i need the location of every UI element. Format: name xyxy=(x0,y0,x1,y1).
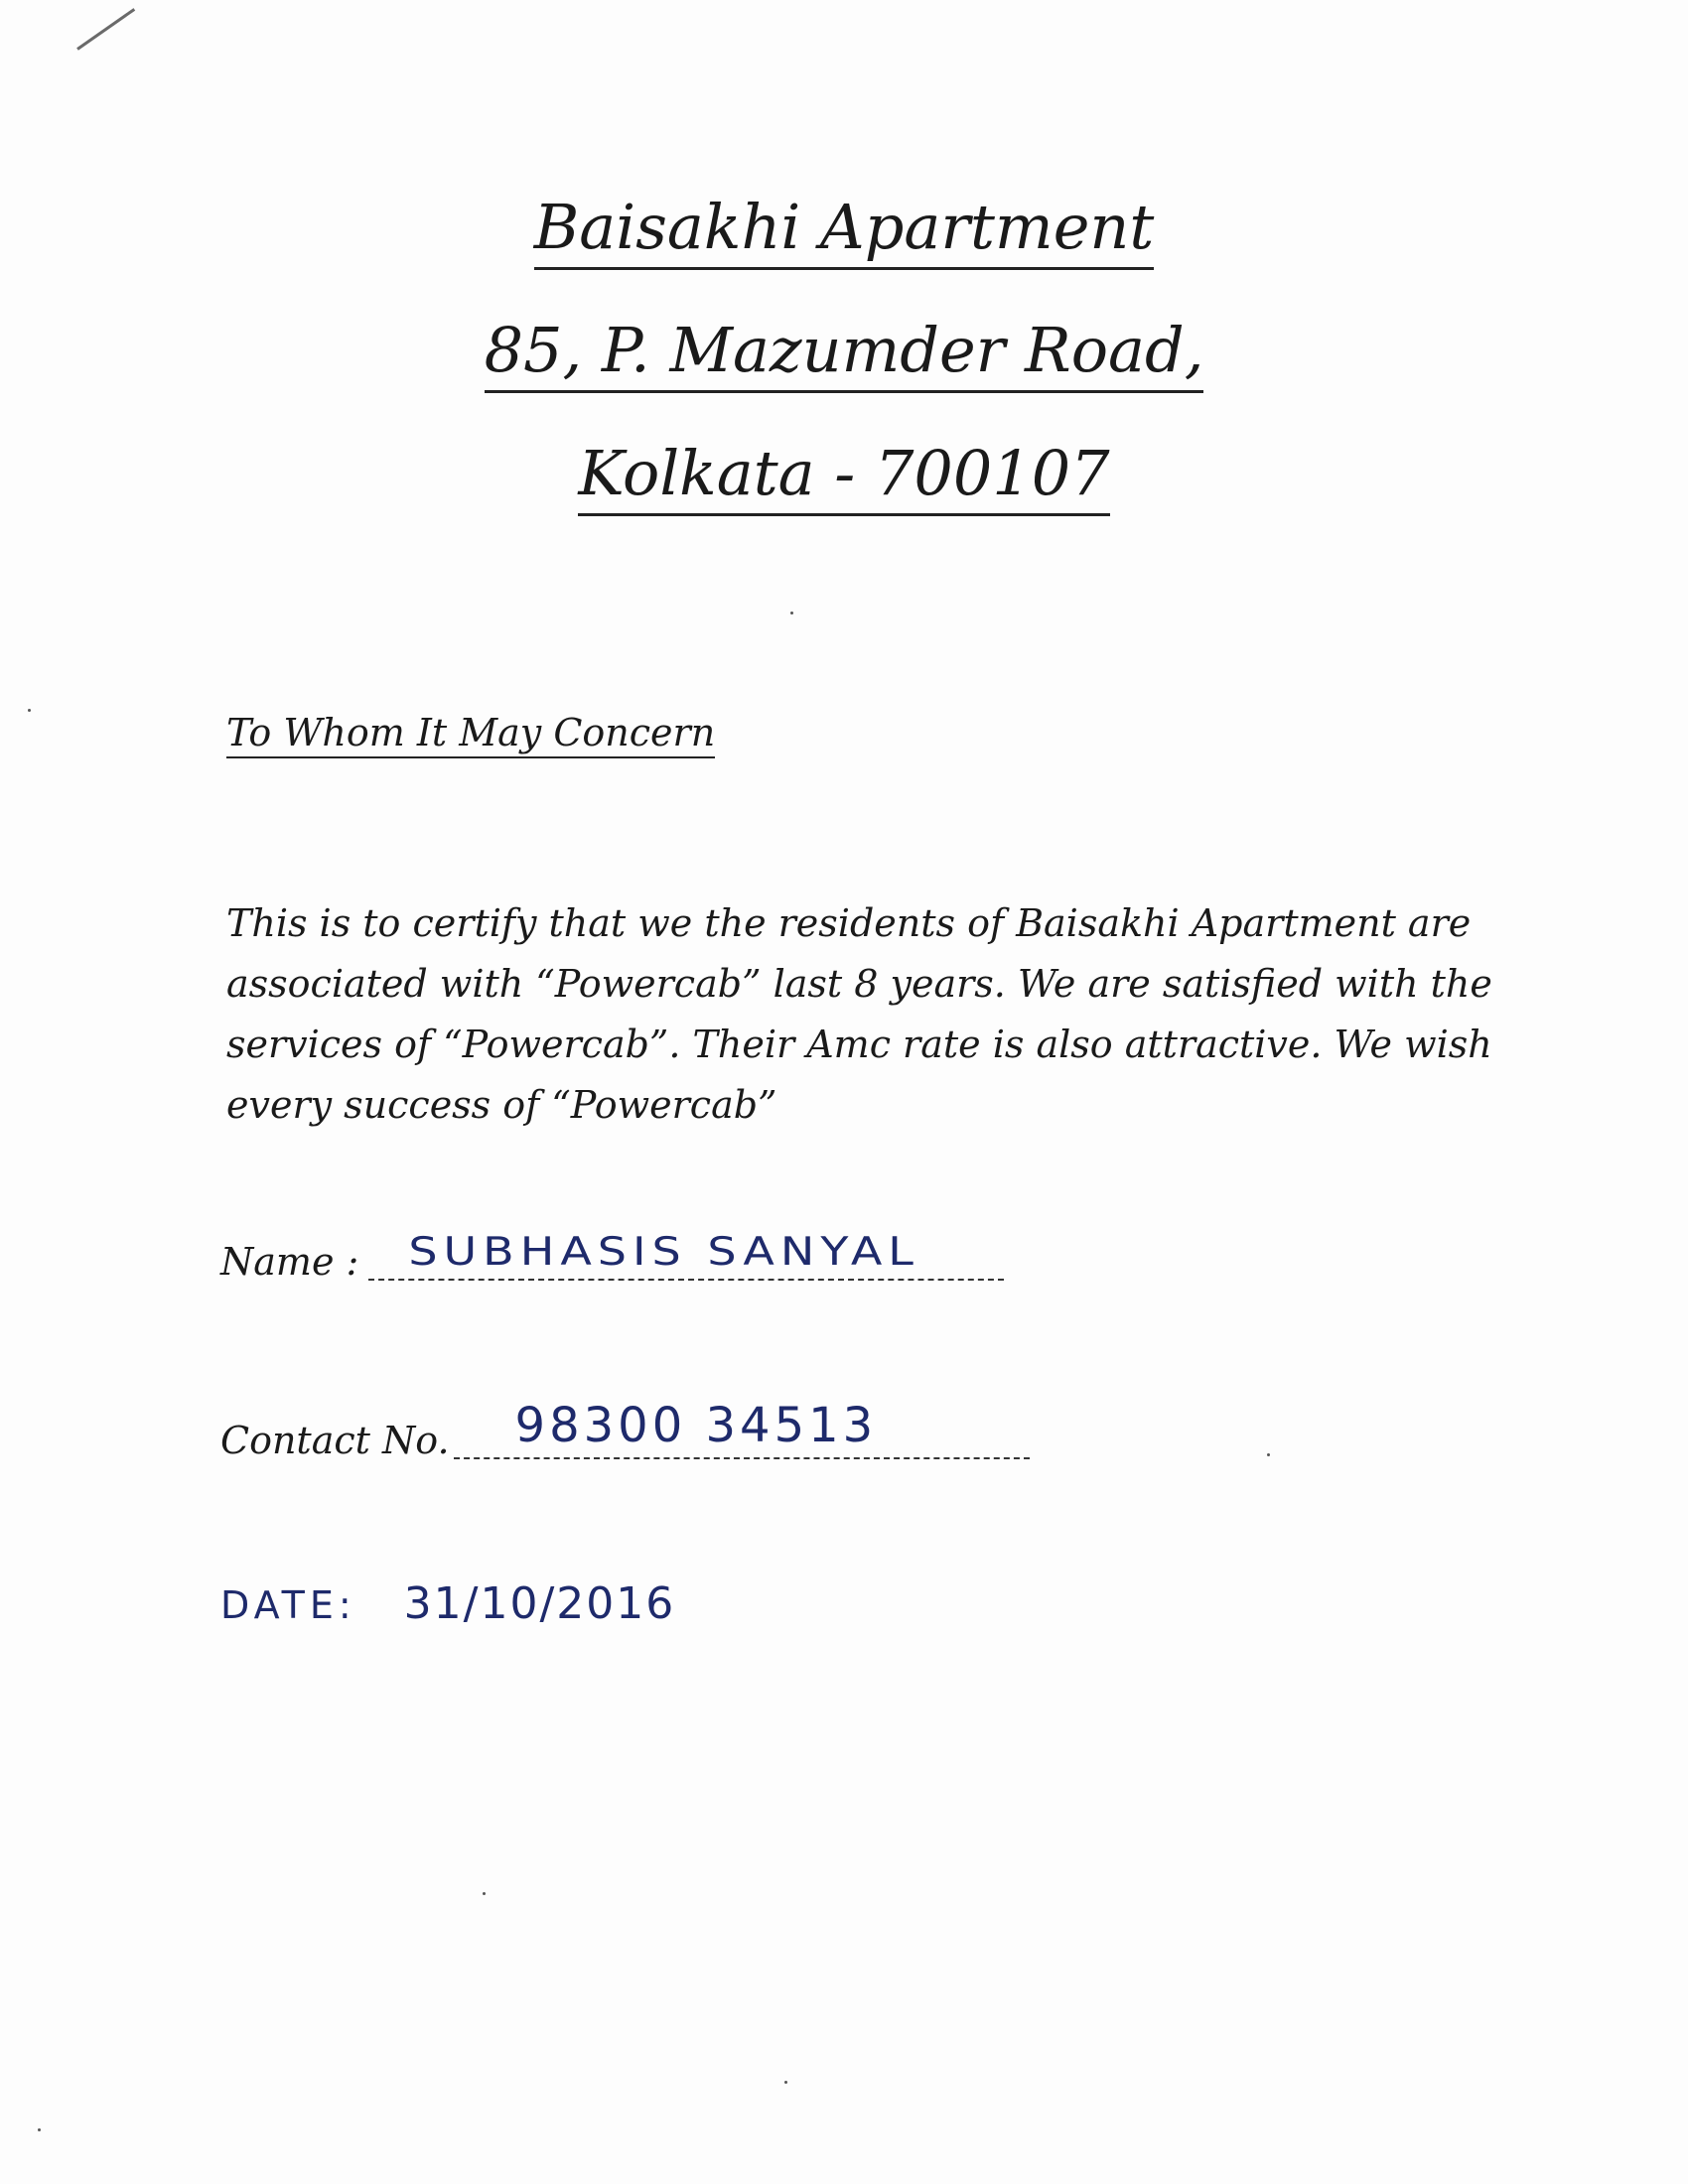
scan-speck xyxy=(483,1892,486,1895)
contact-label: Contact No. xyxy=(220,1419,450,1462)
scan-mark xyxy=(76,8,135,51)
contact-fill-line xyxy=(454,1398,1030,1459)
contact-row xyxy=(220,1398,1030,1462)
certificate-paragraph: This is to certify that we the residents of Baisakhi Apartment are associated with “Powercab” last 8 years. We are satisfied with the services of “Powercab”. Their Amc rate is also attractive. We wish every success of “Powercab” xyxy=(226,901,1492,1127)
scan-speck xyxy=(38,2128,41,2131)
scan-speck xyxy=(790,612,793,614)
scan-speck xyxy=(1267,1453,1270,1456)
name-value: SUBHASIS SANYAL xyxy=(408,1228,919,1275)
contact-value: 98300 34513 xyxy=(514,1398,878,1453)
header-city-text: Kolkata - 700107 xyxy=(578,437,1109,516)
date-row xyxy=(220,1578,675,1629)
header-name xyxy=(0,191,1688,263)
header-name-text: Baisakhi Apartment xyxy=(534,191,1154,270)
date-label: DATE: xyxy=(220,1583,356,1627)
header-city xyxy=(0,437,1688,509)
scan-speck xyxy=(28,709,31,712)
name-fill-line xyxy=(368,1228,1004,1281)
name-label: Name : xyxy=(220,1240,359,1284)
header-address-text: 85, P. Mazumder Road, xyxy=(485,314,1204,393)
name-row xyxy=(220,1228,1004,1284)
header-address xyxy=(0,314,1688,386)
salutation: To Whom It May Concern xyxy=(226,713,715,758)
date-value: 31/10/2016 xyxy=(403,1578,676,1629)
scan-speck xyxy=(784,2081,787,2084)
